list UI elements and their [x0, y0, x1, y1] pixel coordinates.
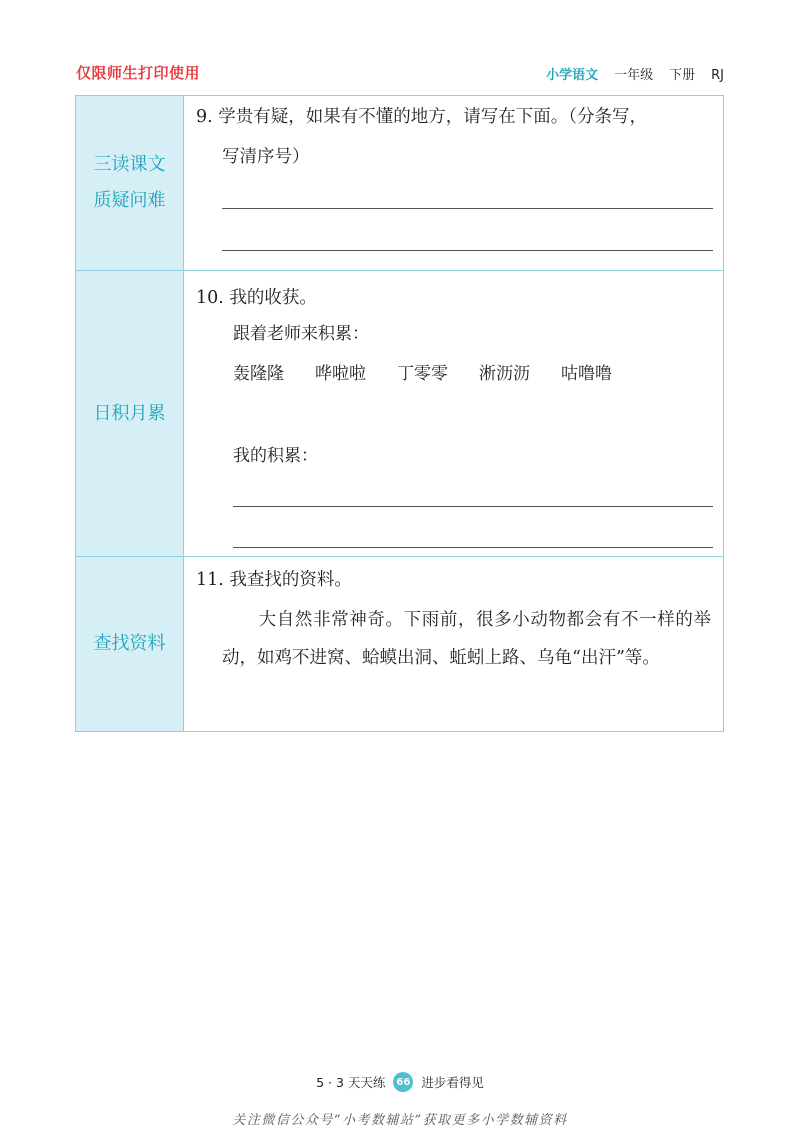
print-notice: 仅限师生打印使用 [76, 64, 201, 82]
section-label-text: 查找资料 [93, 633, 166, 654]
grade-label: 一年级 [614, 68, 654, 83]
watermark-text: 关注微信公众号“小考数辅站”获取更多小学数辅资料 [232, 1113, 568, 1128]
word-item: 哗啦啦 [315, 364, 366, 384]
teacher-prompt: 跟着老师来积累： [233, 324, 369, 344]
edition-label: RJ [711, 68, 724, 83]
section-label-line2: 质疑问难 [93, 190, 166, 211]
word-list [233, 359, 612, 384]
answer-line[interactable] [233, 506, 713, 507]
page-footer [0, 1072, 800, 1092]
section-content [184, 557, 723, 731]
word-item: 轰隆隆 [233, 364, 284, 384]
book-info [546, 64, 724, 83]
section-label-text: 日积月累 [93, 402, 166, 424]
section-content [184, 96, 723, 270]
word-item: 丁零零 [397, 364, 448, 384]
section-label [76, 557, 184, 731]
research-text: 大自然非常神奇。下雨前，很多小动物都会有不一样的举动，如鸡不进窝、蛤蟆出洞、蚯蚓上路、乌龟“出汗”等。 [222, 610, 711, 668]
answer-line[interactable] [222, 250, 713, 251]
question-11: 11. 我查找的资料。 [196, 570, 352, 590]
footer-brand: 5 · 3 天天练 [316, 1075, 386, 1090]
section-accumulation [76, 270, 723, 556]
word-item: 咕噜噜 [561, 364, 612, 384]
answer-line[interactable] [233, 547, 713, 548]
research-paragraph [222, 601, 711, 677]
section-label-line1: 三读课文 [93, 154, 166, 175]
section-questions [76, 96, 723, 270]
subject-label: 小学语文 [546, 68, 599, 83]
page-number: 66 [393, 1072, 413, 1092]
word-item: 淅沥沥 [479, 364, 530, 384]
question-9-line1: 9. 学贵有疑，如果有不懂的地方，请写在下面。（分条写， [196, 107, 648, 127]
volume-label: 下册 [669, 68, 696, 83]
section-research [76, 556, 723, 731]
question-10: 10. 我的收获。 [196, 288, 317, 308]
exercise-table [75, 95, 724, 732]
answer-line[interactable] [222, 208, 713, 209]
footer-slogan: 进步看得见 [421, 1075, 484, 1090]
section-content [184, 271, 723, 556]
question-9-line2: 写清序号） [222, 147, 310, 167]
my-accumulation-prompt: 我的积累： [233, 446, 318, 466]
section-label [76, 96, 184, 270]
section-label [76, 271, 184, 556]
